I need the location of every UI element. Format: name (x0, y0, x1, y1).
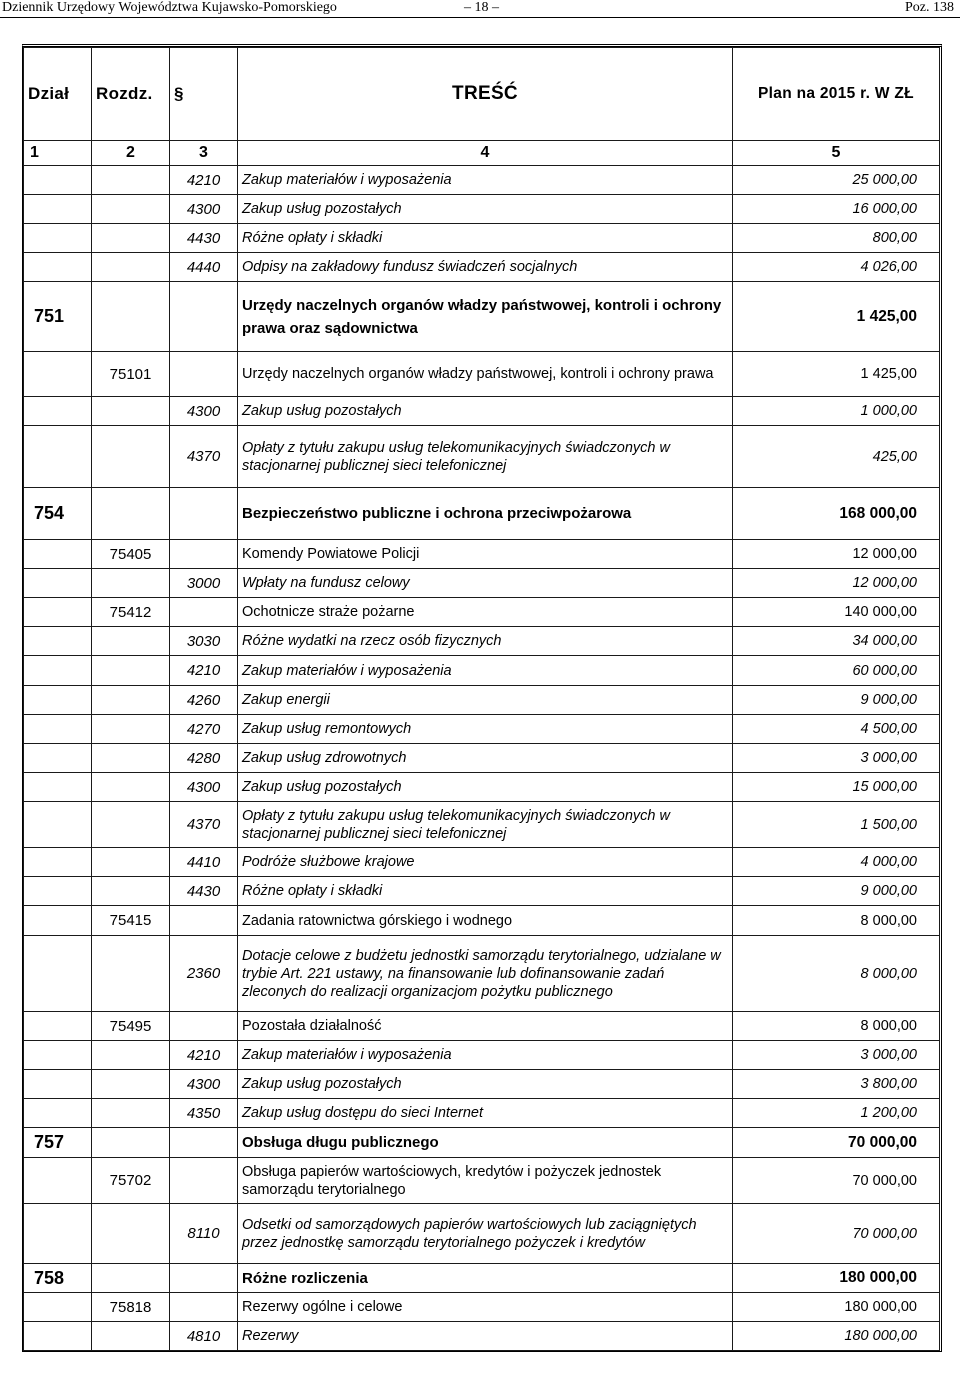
cell-dzial (24, 1322, 92, 1351)
cell-dzial (24, 686, 92, 715)
cell-plan: 140 000,00 (733, 598, 940, 627)
cell-tresc: Zakup materiałów i wyposażenia (238, 656, 733, 686)
cell-rozdzial (92, 397, 170, 426)
cell-rozdzial (92, 224, 170, 253)
cell-tresc: Pozostała działalność (238, 1012, 733, 1041)
cell-plan: 3 800,00 (733, 1070, 940, 1099)
cell-rozdzial (92, 627, 170, 656)
table-row (24, 744, 940, 773)
cell-paragraf (170, 906, 238, 936)
cell-tresc: Urzędy naczelnych organów władzy państwowej, kontroli i ochrony prawa oraz sądownictwa (238, 282, 733, 352)
cell-rozdzial (92, 773, 170, 802)
cell-plan: 70 000,00 (733, 1204, 940, 1264)
column-header-tresc: TREŚĆ (238, 48, 733, 141)
cell-plan: 1 000,00 (733, 397, 940, 426)
table-row (24, 656, 940, 686)
cell-plan: 4 500,00 (733, 715, 940, 744)
cell-tresc: Dotacje celowe z budżetu jednostki samorządu terytorialnego, udzialane w trybie Art. 221 ustawy, na finansowanie lub dofinansowanie zadań zleconych do realizacji organizacjom pożytku publicznego (238, 936, 733, 1012)
cell-paragraf: 3000 (170, 569, 238, 598)
table-row (24, 1099, 940, 1128)
cell-dzial (24, 1158, 92, 1204)
cell-dzial (24, 166, 92, 195)
cell-dzial (24, 397, 92, 426)
table-row (24, 1070, 940, 1099)
table-row (24, 1041, 940, 1070)
cell-paragraf: 4300 (170, 1070, 238, 1099)
table-row (24, 802, 940, 848)
table-row (24, 426, 940, 488)
table-row (24, 1158, 940, 1204)
cell-tresc: Obsługa długu publicznego (238, 1128, 733, 1158)
column-numbers-row (24, 141, 940, 166)
cell-tresc: Zakup materiałów i wyposażenia (238, 1041, 733, 1070)
cell-dzial (24, 802, 92, 848)
table-row (24, 195, 940, 224)
cell-tresc: Różne rozliczenia (238, 1264, 733, 1293)
cell-dzial (24, 656, 92, 686)
cell-tresc: Wpłaty na fundusz celowy (238, 569, 733, 598)
cell-rozdzial (92, 1041, 170, 1070)
cell-tresc: Różne opłaty i składki (238, 877, 733, 906)
cell-dzial (24, 1012, 92, 1041)
cell-dzial (24, 540, 92, 569)
cell-plan: 180 000,00 (733, 1293, 940, 1322)
table-row (24, 397, 940, 426)
table-row (24, 253, 940, 282)
cell-plan: 70 000,00 (733, 1128, 940, 1158)
cell-rozdzial: 75495 (92, 1012, 170, 1041)
cell-paragraf: 4370 (170, 802, 238, 848)
cell-rozdzial (92, 1264, 170, 1293)
cell-paragraf (170, 1264, 238, 1293)
cell-paragraf: 8110 (170, 1204, 238, 1264)
cell-dzial (24, 877, 92, 906)
cell-rozdzial (92, 1099, 170, 1128)
cell-rozdzial (92, 877, 170, 906)
cell-plan: 16 000,00 (733, 195, 940, 224)
cell-rozdzial (92, 282, 170, 352)
column-number-1: 1 (24, 141, 92, 166)
table-row (24, 1293, 940, 1322)
table-row (24, 773, 940, 802)
cell-tresc: Zakup usług pozostałych (238, 195, 733, 224)
cell-tresc: Podróże służbowe krajowe (238, 848, 733, 877)
cell-tresc: Zakup materiałów i wyposażenia (238, 166, 733, 195)
cell-plan: 25 000,00 (733, 166, 940, 195)
cell-dzial (24, 627, 92, 656)
cell-rozdzial: 75818 (92, 1293, 170, 1322)
cell-paragraf: 4210 (170, 656, 238, 686)
cell-dzial (24, 195, 92, 224)
cell-plan: 1 500,00 (733, 802, 940, 848)
cell-plan: 168 000,00 (733, 488, 940, 540)
cell-paragraf: 3030 (170, 627, 238, 656)
cell-tresc: Różne wydatki na rzecz osób fizycznych (238, 627, 733, 656)
cell-dzial (24, 848, 92, 877)
cell-plan: 60 000,00 (733, 656, 940, 686)
table-row (24, 1264, 940, 1293)
table-row (24, 540, 940, 569)
cell-paragraf (170, 1012, 238, 1041)
cell-paragraf (170, 598, 238, 627)
cell-paragraf: 4810 (170, 1322, 238, 1351)
budget-table-wrapper (22, 44, 942, 1352)
cell-dzial (24, 773, 92, 802)
cell-dzial (24, 1204, 92, 1264)
cell-dzial (24, 224, 92, 253)
cell-dzial (24, 569, 92, 598)
table-row (24, 352, 940, 397)
cell-rozdzial (92, 569, 170, 598)
journal-title: Dziennik Urzędowy Województwa Kujawsko-Pomorskiego (2, 0, 337, 15)
cell-paragraf: 4430 (170, 877, 238, 906)
column-header-dzial: Dział (24, 48, 92, 141)
cell-tresc: Zakup usług pozostałych (238, 397, 733, 426)
cell-tresc: Rezerwy ogólne i celowe (238, 1293, 733, 1322)
cell-tresc: Zakup usług zdrowotnych (238, 744, 733, 773)
cell-paragraf (170, 1293, 238, 1322)
table-header-row (24, 48, 940, 141)
cell-tresc: Obsługa papierów wartościowych, kredytów i pożyczek jednostek samorządu terytorialnego (238, 1158, 733, 1204)
table-row (24, 686, 940, 715)
cell-paragraf: 4280 (170, 744, 238, 773)
table-row (24, 848, 940, 877)
cell-plan: 34 000,00 (733, 627, 940, 656)
cell-rozdzial (92, 253, 170, 282)
cell-plan: 8 000,00 (733, 1012, 940, 1041)
cell-rozdzial: 75702 (92, 1158, 170, 1204)
cell-paragraf: 4430 (170, 224, 238, 253)
cell-rozdzial (92, 656, 170, 686)
column-number-2: 2 (92, 141, 170, 166)
cell-paragraf (170, 540, 238, 569)
cell-dzial: 754 (24, 488, 92, 540)
table-row (24, 936, 940, 1012)
table-row (24, 1128, 940, 1158)
column-number-3: 3 (170, 141, 238, 166)
cell-paragraf (170, 282, 238, 352)
cell-plan: 9 000,00 (733, 877, 940, 906)
cell-plan: 425,00 (733, 426, 940, 488)
cell-tresc: Rezerwy (238, 1322, 733, 1351)
cell-tresc: Zakup usług pozostałych (238, 1070, 733, 1099)
table-row (24, 627, 940, 656)
column-header-paragraf: § (170, 48, 238, 141)
page-header (0, 0, 960, 16)
cell-dzial: 751 (24, 282, 92, 352)
cell-rozdzial: 75405 (92, 540, 170, 569)
cell-paragraf: 4260 (170, 686, 238, 715)
cell-plan: 180 000,00 (733, 1322, 940, 1351)
table-row (24, 282, 940, 352)
cell-tresc: Zadania ratownictwa górskiego i wodnego (238, 906, 733, 936)
cell-tresc: Bezpieczeństwo publiczne i ochrona przeciwpożarowa (238, 488, 733, 540)
cell-plan: 4 000,00 (733, 848, 940, 877)
cell-dzial (24, 906, 92, 936)
cell-plan: 8 000,00 (733, 936, 940, 1012)
cell-dzial (24, 936, 92, 1012)
cell-rozdzial (92, 715, 170, 744)
cell-rozdzial (92, 1322, 170, 1351)
cell-paragraf: 4350 (170, 1099, 238, 1128)
column-number-4: 4 (238, 141, 733, 166)
cell-plan: 4 026,00 (733, 253, 940, 282)
cell-paragraf: 4300 (170, 397, 238, 426)
cell-tresc: Opłaty z tytułu zakupu usług telekomunikacyjnych świadczonych w stacjonarnej publicznej sieci telefonicznej (238, 426, 733, 488)
cell-plan: 12 000,00 (733, 569, 940, 598)
cell-paragraf: 4300 (170, 195, 238, 224)
cell-dzial (24, 426, 92, 488)
cell-plan: 1 425,00 (733, 282, 940, 352)
cell-dzial (24, 1293, 92, 1322)
cell-tresc: Różne opłaty i składki (238, 224, 733, 253)
cell-paragraf: 4210 (170, 166, 238, 195)
cell-dzial (24, 1070, 92, 1099)
cell-paragraf: 4440 (170, 253, 238, 282)
cell-dzial (24, 253, 92, 282)
cell-plan: 3 000,00 (733, 744, 940, 773)
cell-plan: 70 000,00 (733, 1158, 940, 1204)
cell-plan: 180 000,00 (733, 1264, 940, 1293)
cell-tresc: Ochotnicze straże pożarne (238, 598, 733, 627)
cell-plan: 8 000,00 (733, 906, 940, 936)
cell-tresc: Zakup usług dostępu do sieci Internet (238, 1099, 733, 1128)
cell-paragraf: 4410 (170, 848, 238, 877)
column-header-rozdz: Rozdz. (92, 48, 170, 141)
cell-paragraf: 4370 (170, 426, 238, 488)
cell-tresc: Zakup energii (238, 686, 733, 715)
cell-dzial (24, 1041, 92, 1070)
table-row (24, 166, 940, 195)
cell-rozdzial (92, 1070, 170, 1099)
cell-paragraf: 4300 (170, 773, 238, 802)
cell-dzial: 757 (24, 1128, 92, 1158)
cell-rozdzial (92, 426, 170, 488)
cell-rozdzial (92, 195, 170, 224)
cell-tresc: Zakup usług pozostałych (238, 773, 733, 802)
cell-plan: 1 425,00 (733, 352, 940, 397)
cell-paragraf: 4270 (170, 715, 238, 744)
cell-paragraf: 2360 (170, 936, 238, 1012)
position-number: Poz. 138 (905, 0, 954, 15)
cell-plan: 1 200,00 (733, 1099, 940, 1128)
table-row (24, 1012, 940, 1041)
cell-rozdzial (92, 936, 170, 1012)
cell-dzial (24, 598, 92, 627)
table-row (24, 1322, 940, 1351)
cell-dzial (24, 715, 92, 744)
cell-rozdzial (92, 1128, 170, 1158)
table-row (24, 715, 940, 744)
cell-rozdzial (92, 1204, 170, 1264)
cell-paragraf (170, 1158, 238, 1204)
budget-table (23, 47, 940, 1351)
cell-rozdzial (92, 848, 170, 877)
cell-rozdzial: 75412 (92, 598, 170, 627)
table-row (24, 1204, 940, 1264)
cell-plan: 12 000,00 (733, 540, 940, 569)
cell-paragraf (170, 352, 238, 397)
table-row (24, 569, 940, 598)
table-row (24, 488, 940, 540)
cell-tresc: Odpisy na zakładowy fundusz świadczeń socjalnych (238, 253, 733, 282)
cell-tresc: Odsetki od samorządowych papierów wartościowych lub zaciągniętych przez jednostkę samorządu terytorialnego pożyczek i kredytów (238, 1204, 733, 1264)
header-divider (0, 17, 960, 18)
cell-rozdzial: 75101 (92, 352, 170, 397)
cell-tresc: Zakup usług remontowych (238, 715, 733, 744)
cell-plan: 15 000,00 (733, 773, 940, 802)
cell-plan: 9 000,00 (733, 686, 940, 715)
cell-rozdzial: 75415 (92, 906, 170, 936)
table-row (24, 906, 940, 936)
cell-dzial (24, 1099, 92, 1128)
cell-tresc: Komendy Powiatowe Policji (238, 540, 733, 569)
column-header-plan: Plan na 2015 r. W ZŁ (733, 48, 940, 141)
cell-paragraf (170, 1128, 238, 1158)
table-row (24, 877, 940, 906)
table-row (24, 224, 940, 253)
cell-rozdzial (92, 686, 170, 715)
table-row (24, 598, 940, 627)
cell-paragraf: 4210 (170, 1041, 238, 1070)
cell-rozdzial (92, 744, 170, 773)
cell-paragraf (170, 488, 238, 540)
cell-dzial (24, 352, 92, 397)
cell-dzial (24, 744, 92, 773)
cell-rozdzial (92, 802, 170, 848)
column-number-5: 5 (733, 141, 940, 166)
page-number: – 18 – (464, 0, 499, 15)
cell-rozdzial (92, 488, 170, 540)
cell-plan: 800,00 (733, 224, 940, 253)
cell-rozdzial (92, 166, 170, 195)
cell-plan: 3 000,00 (733, 1041, 940, 1070)
cell-tresc: Opłaty z tytułu zakupu usług telekomunikacyjnych świadczonych w stacjonarnej publicznej sieci telefonicznej (238, 802, 733, 848)
cell-tresc: Urzędy naczelnych organów władzy państwowej, kontroli i ochrony prawa (238, 352, 733, 397)
cell-dzial: 758 (24, 1264, 92, 1293)
